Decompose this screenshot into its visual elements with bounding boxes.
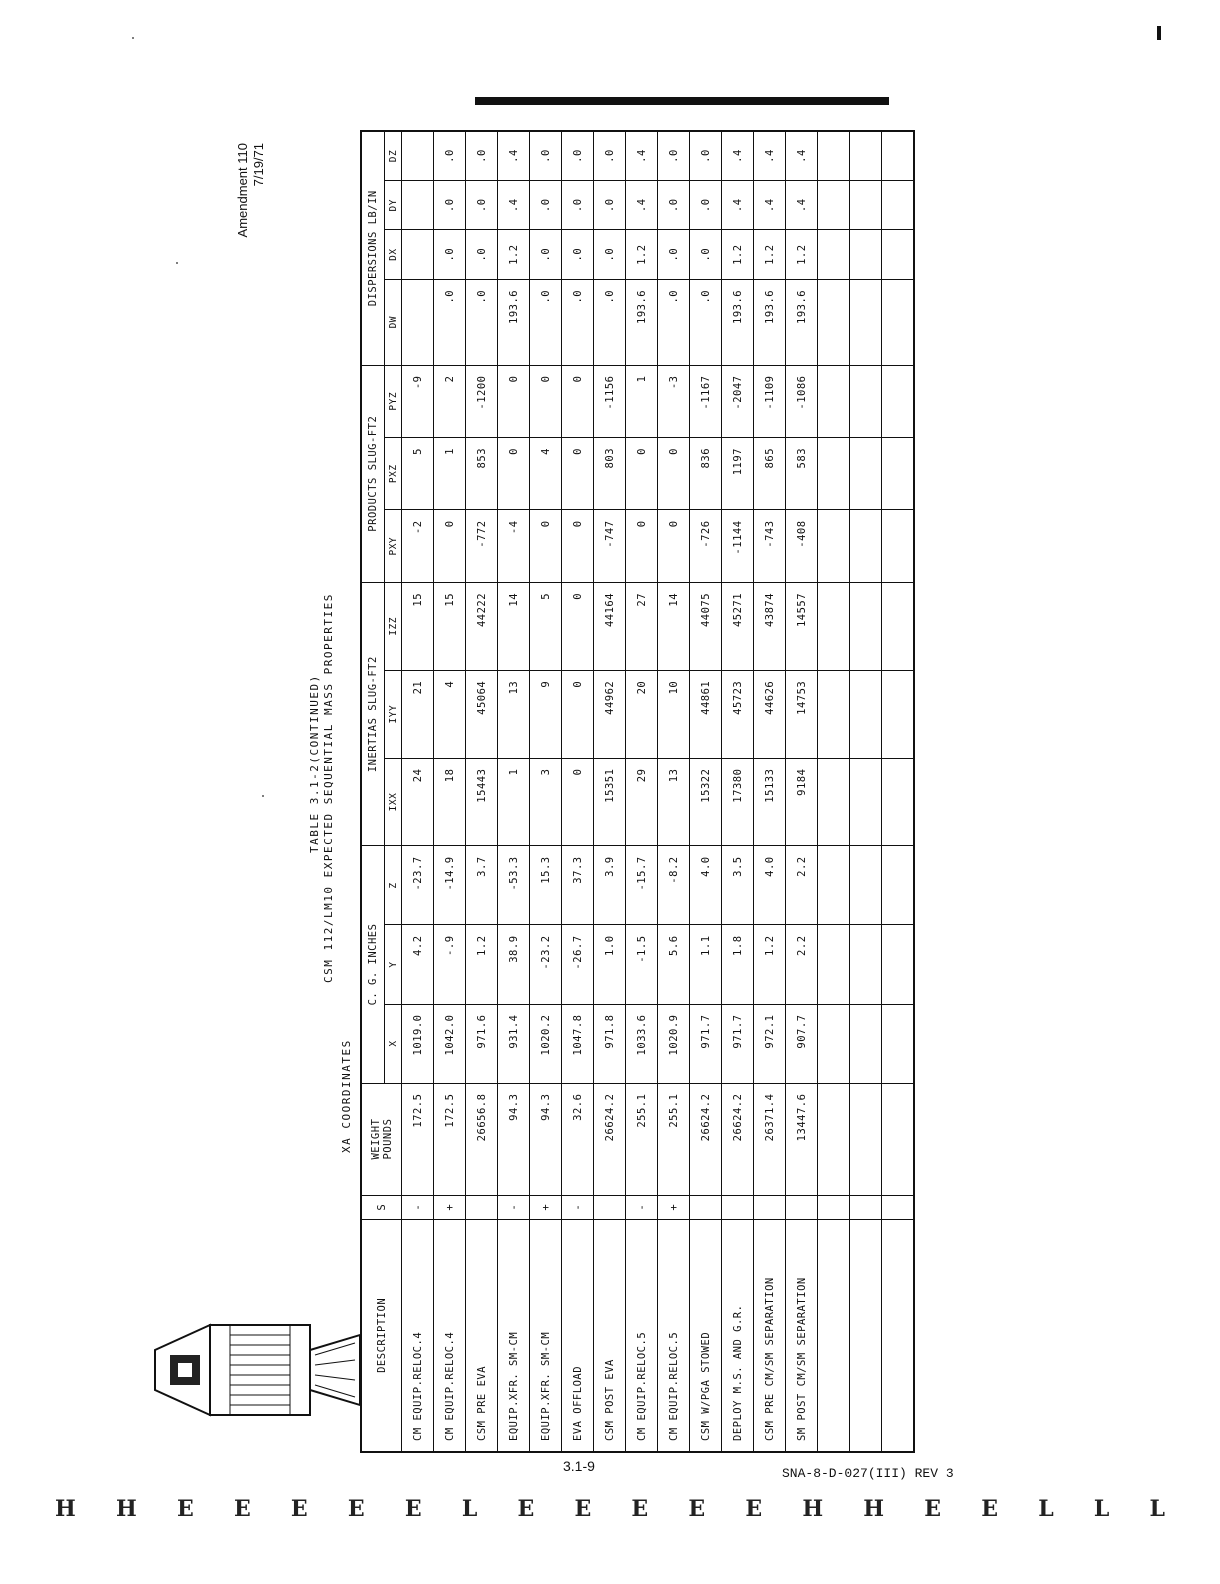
cell-ixx: 18 — [434, 758, 466, 846]
cell-dx: .0 — [434, 230, 466, 279]
cell-pxz: 1 — [434, 437, 466, 509]
cell-dy: .4 — [498, 181, 530, 230]
header-inertias: INERTIAS SLUG-FT2 — [361, 582, 385, 845]
cell-pxy: -1144 — [722, 510, 754, 582]
binder-mark: E — [290, 1496, 308, 1522]
cell-pyz: -1167 — [690, 365, 722, 437]
cell-ixx: 3 — [530, 758, 562, 846]
cell-pxy: -2 — [402, 510, 434, 582]
header-dy: DY — [385, 181, 402, 230]
cell-dz: .4 — [786, 131, 818, 181]
cell-pyz: -3 — [658, 365, 690, 437]
cell-pyz: -1109 — [754, 365, 786, 437]
cell-y: -23.2 — [530, 925, 562, 1004]
table-row — [434, 131, 466, 1452]
cell-x: 1033.6 — [626, 1004, 658, 1083]
cell-dw — [402, 279, 434, 365]
cell-dy: .0 — [434, 181, 466, 230]
binder-mark: E — [233, 1496, 251, 1522]
spacecraft-illustration — [150, 1300, 360, 1440]
rotated-table-block — [235, 130, 972, 1453]
table-row — [690, 131, 722, 1452]
header-pxz: PXZ — [385, 437, 402, 509]
page-corner-mark — [1157, 26, 1161, 40]
cell-izz: 27 — [626, 582, 658, 670]
cell-iyy: 45064 — [466, 670, 498, 758]
cell-dx — [402, 230, 434, 279]
cell-pxy: -743 — [754, 510, 786, 582]
page-speck — [132, 37, 134, 39]
header-cg: C. G. INCHES — [361, 846, 385, 1083]
cell-pxz: 583 — [786, 437, 818, 509]
cell-description: CSM PRE CM/SM SEPARATION — [754, 1219, 786, 1452]
cell-dx: .0 — [466, 230, 498, 279]
cell-dx: .0 — [530, 230, 562, 279]
cell-s: + — [658, 1195, 690, 1219]
cell-pxy: -726 — [690, 510, 722, 582]
cell-description: CM EQUIP.RELOC.4 — [434, 1219, 466, 1452]
table-row — [466, 131, 498, 1452]
cell-dw: .0 — [562, 279, 594, 365]
cell-x: 971.7 — [722, 1004, 754, 1083]
cell-ixx: 24 — [402, 758, 434, 846]
table-row — [562, 131, 594, 1452]
cell-dw: .0 — [466, 279, 498, 365]
cell-dx: .0 — [594, 230, 626, 279]
cell-iyy: 20 — [626, 670, 658, 758]
cell-description: EQUIP.XFR. SM-CM — [530, 1219, 562, 1452]
table-row-empty — [850, 131, 882, 1452]
header-pyz: PYZ — [385, 365, 402, 437]
cell-s — [722, 1195, 754, 1219]
cell-y: -1.5 — [626, 925, 658, 1004]
amendment-date: 7/19/71 — [251, 143, 266, 187]
cell-dz: .0 — [658, 131, 690, 181]
cell-iyy: 13 — [498, 670, 530, 758]
cell-dw: .0 — [594, 279, 626, 365]
cell-ixx: 15133 — [754, 758, 786, 846]
cell-dx: .0 — [562, 230, 594, 279]
cell-z: -15.7 — [626, 846, 658, 925]
header-pxy: PXY — [385, 510, 402, 582]
header-ixx: IXX — [385, 758, 402, 846]
cell-weight: 26624.2 — [690, 1083, 722, 1195]
cell-y: 1.2 — [466, 925, 498, 1004]
cell-weight: 255.1 — [658, 1083, 690, 1195]
cell-izz: 0 — [562, 582, 594, 670]
cell-y: 2.2 — [786, 925, 818, 1004]
header-description: DESCRIPTION — [361, 1219, 402, 1452]
cell-dy: .0 — [594, 181, 626, 230]
cell-dz: .4 — [498, 131, 530, 181]
amendment-note — [235, 143, 267, 313]
cell-dz: .4 — [626, 131, 658, 181]
cell-ixx: 9184 — [786, 758, 818, 846]
binder-mark: L — [461, 1496, 478, 1522]
page-speck — [262, 795, 264, 797]
cell-s — [690, 1195, 722, 1219]
mass-properties-table — [360, 130, 915, 1453]
cell-iyy: 0 — [562, 670, 594, 758]
table-body — [402, 131, 915, 1452]
cell-dw: 193.6 — [754, 279, 786, 365]
cell-description: CM EQUIP.RELOC.5 — [626, 1219, 658, 1452]
cell-x: 971.6 — [466, 1004, 498, 1083]
cell-pxy: 0 — [626, 510, 658, 582]
cell-izz: 14 — [498, 582, 530, 670]
table-row — [722, 131, 754, 1452]
cell-z: 3.7 — [466, 846, 498, 925]
cell-s — [754, 1195, 786, 1219]
cell-dy: .4 — [786, 181, 818, 230]
cell-dx: 1.2 — [754, 230, 786, 279]
page-number: 3.1-9 — [563, 1458, 595, 1474]
binder-mark: E — [924, 1496, 942, 1522]
binder-mark: L — [1093, 1496, 1110, 1522]
cell-x: 1019.0 — [402, 1004, 434, 1083]
cell-ixx: 17380 — [722, 758, 754, 846]
cell-description: EQUIP.XFR. SM-CM — [498, 1219, 530, 1452]
cell-x: 1047.8 — [562, 1004, 594, 1083]
binder-mark: E — [631, 1496, 649, 1522]
cell-pxz: 5 — [402, 437, 434, 509]
cell-y: 38.9 — [498, 925, 530, 1004]
cell-x: 1020.9 — [658, 1004, 690, 1083]
cell-z: 3.5 — [722, 846, 754, 925]
cell-y: 1.8 — [722, 925, 754, 1004]
cell-weight: 26624.2 — [594, 1083, 626, 1195]
cell-pxz: 853 — [466, 437, 498, 509]
cell-pyz: 2 — [434, 365, 466, 437]
table-row — [402, 131, 434, 1452]
cell-ixx: 15443 — [466, 758, 498, 846]
cell-weight: 94.3 — [498, 1083, 530, 1195]
cell-description: SM POST CM/SM SEPARATION — [786, 1219, 818, 1452]
cell-description: CSM POST EVA — [594, 1219, 626, 1452]
cell-x: 907.7 — [786, 1004, 818, 1083]
document-id: SNA-8-D-027(III) REV 3 — [782, 1466, 954, 1481]
cell-izz: 15 — [434, 582, 466, 670]
cell-dw: .0 — [690, 279, 722, 365]
coordinates-label: XA COORDINATES — [340, 1039, 353, 1153]
cell-pxy: 0 — [530, 510, 562, 582]
cell-z: -53.3 — [498, 846, 530, 925]
header-dw: DW — [385, 279, 402, 365]
cell-y: 1.0 — [594, 925, 626, 1004]
header-dz: DZ — [385, 131, 402, 181]
cell-z: -14.9 — [434, 846, 466, 925]
cell-pxz: 0 — [498, 437, 530, 509]
cell-ixx: 29 — [626, 758, 658, 846]
cell-z: 3.9 — [594, 846, 626, 925]
cell-pxy: -772 — [466, 510, 498, 582]
cell-dy: .0 — [466, 181, 498, 230]
cell-dw: .0 — [434, 279, 466, 365]
cell-weight: 32.6 — [562, 1083, 594, 1195]
cell-dx: .0 — [690, 230, 722, 279]
cell-iyy: 44626 — [754, 670, 786, 758]
amendment-number: Amendment 110 — [235, 143, 250, 238]
cell-pyz: 0 — [498, 365, 530, 437]
cell-weight: 172.5 — [434, 1083, 466, 1195]
cell-weight: 26656.8 — [466, 1083, 498, 1195]
table-row-empty — [818, 131, 850, 1452]
cell-dz: .4 — [754, 131, 786, 181]
cell-description: EVA OFFLOAD — [562, 1219, 594, 1452]
cell-izz: 44075 — [690, 582, 722, 670]
header-dx: DX — [385, 230, 402, 279]
cell-dz: .0 — [594, 131, 626, 181]
cell-dz: .0 — [434, 131, 466, 181]
table-id: TABLE 3.1-2(CONTINUED) — [308, 674, 321, 853]
cell-pyz: -1156 — [594, 365, 626, 437]
cell-x: 931.4 — [498, 1004, 530, 1083]
cell-dz: .0 — [530, 131, 562, 181]
binder-mark: L — [1038, 1496, 1054, 1522]
cell-pyz: 0 — [530, 365, 562, 437]
binder-mark: E — [981, 1496, 999, 1522]
cell-s — [594, 1195, 626, 1219]
table-row — [530, 131, 562, 1452]
cell-s: + — [530, 1195, 562, 1219]
cell-dz: .0 — [690, 131, 722, 181]
table-row — [626, 131, 658, 1452]
cell-iyy: 9 — [530, 670, 562, 758]
table-subtitle: CSM 112/LM10 EXPECTED SEQUENTIAL MASS PROPERTIES — [322, 593, 335, 983]
header-iyy: IYY — [385, 670, 402, 758]
cell-s — [786, 1195, 818, 1219]
cell-izz: 43874 — [754, 582, 786, 670]
cell-iyy: 44962 — [594, 670, 626, 758]
binder-mark: E — [347, 1496, 365, 1522]
cell-pxy: 0 — [658, 510, 690, 582]
cell-iyy: 45723 — [722, 670, 754, 758]
cell-dy: .0 — [562, 181, 594, 230]
cell-pxz: 0 — [658, 437, 690, 509]
cell-s — [466, 1195, 498, 1219]
cell-y: 1.2 — [754, 925, 786, 1004]
cell-izz: 45271 — [722, 582, 754, 670]
cell-ixx: 15351 — [594, 758, 626, 846]
cell-z: 15.3 — [530, 846, 562, 925]
cell-iyy: 10 — [658, 670, 690, 758]
cell-ixx: 15322 — [690, 758, 722, 846]
cell-dw: 193.6 — [722, 279, 754, 365]
cell-dx: 1.2 — [786, 230, 818, 279]
binder-mark: E — [404, 1496, 422, 1522]
cell-z: -23.7 — [402, 846, 434, 925]
binder-mark: H — [863, 1496, 885, 1522]
cell-pyz: 1 — [626, 365, 658, 437]
cell-dz: .4 — [722, 131, 754, 181]
cell-pxz: 803 — [594, 437, 626, 509]
table-row — [498, 131, 530, 1452]
cell-dz: .0 — [562, 131, 594, 181]
cell-iyy: 4 — [434, 670, 466, 758]
cell-x: 971.7 — [690, 1004, 722, 1083]
cell-weight: 26371.4 — [754, 1083, 786, 1195]
cell-ixx: 0 — [562, 758, 594, 846]
cell-z: -8.2 — [658, 846, 690, 925]
cell-dw: 193.6 — [626, 279, 658, 365]
header-weight — [361, 1083, 402, 1195]
cell-s: - — [562, 1195, 594, 1219]
cell-iyy: 14753 — [786, 670, 818, 758]
cell-dx: 1.2 — [722, 230, 754, 279]
cell-dw: 193.6 — [498, 279, 530, 365]
cell-dz: .0 — [466, 131, 498, 181]
binder-mark: H — [802, 1496, 824, 1522]
cell-weight: 26624.2 — [722, 1083, 754, 1195]
cell-izz: 44222 — [466, 582, 498, 670]
cell-pxz: 865 — [754, 437, 786, 509]
binder-mark: E — [574, 1496, 592, 1522]
cell-description: CSM W/PGA STOWED — [690, 1219, 722, 1452]
cell-iyy: 21 — [402, 670, 434, 758]
cell-pyz: -9 — [402, 365, 434, 437]
cell-dx: 1.2 — [626, 230, 658, 279]
cell-dw: .0 — [530, 279, 562, 365]
header-s: S — [361, 1195, 402, 1219]
header-izz: IZZ — [385, 582, 402, 670]
cell-x: 971.8 — [594, 1004, 626, 1083]
binder-mark: E — [688, 1496, 706, 1522]
header-weight-line2: POUNDS — [381, 1118, 394, 1160]
cell-ixx: 13 — [658, 758, 690, 846]
cell-description: CSM PRE EVA — [466, 1219, 498, 1452]
cell-pxy: -747 — [594, 510, 626, 582]
table-row-empty — [882, 131, 915, 1452]
cell-dy: .0 — [530, 181, 562, 230]
cell-z: 2.2 — [786, 846, 818, 925]
cell-pxy: 0 — [434, 510, 466, 582]
cell-pxz: 1197 — [722, 437, 754, 509]
header-rule — [475, 97, 889, 105]
cell-s: - — [402, 1195, 434, 1219]
cell-y: -26.7 — [562, 925, 594, 1004]
cell-pyz: -1200 — [466, 365, 498, 437]
binder-mark: L — [1149, 1496, 1165, 1522]
header-z: Z — [385, 846, 402, 925]
cell-weight: 13447.6 — [786, 1083, 818, 1195]
cell-description: CM EQUIP.RELOC.5 — [658, 1219, 690, 1452]
cell-x: 1042.0 — [434, 1004, 466, 1083]
cell-izz: 15 — [402, 582, 434, 670]
cell-pxz: 0 — [626, 437, 658, 509]
cell-pxz: 0 — [562, 437, 594, 509]
cell-description: CM EQUIP.RELOC.4 — [402, 1219, 434, 1452]
cell-izz: 44164 — [594, 582, 626, 670]
cell-dy: .4 — [626, 181, 658, 230]
cell-pxz: 4 — [530, 437, 562, 509]
cell-pyz: -1086 — [786, 365, 818, 437]
cell-pxy: -408 — [786, 510, 818, 582]
header-y: Y — [385, 925, 402, 1004]
cell-s: + — [434, 1195, 466, 1219]
cell-dw: .0 — [658, 279, 690, 365]
table-row — [594, 131, 626, 1452]
header-products: PRODUCTS SLUG-FT2 — [361, 365, 385, 582]
cell-izz: 14 — [658, 582, 690, 670]
cell-izz: 5 — [530, 582, 562, 670]
cell-z: 4.0 — [690, 846, 722, 925]
cell-weight: 172.5 — [402, 1083, 434, 1195]
cell-pxz: 836 — [690, 437, 722, 509]
cell-y: 5.6 — [658, 925, 690, 1004]
cell-ixx: 1 — [498, 758, 530, 846]
cell-description: DEPLOY M.S. AND G.R. — [722, 1219, 754, 1452]
cell-izz: 14557 — [786, 582, 818, 670]
binder-mark: E — [745, 1496, 763, 1522]
cell-dz — [402, 131, 434, 181]
cell-s: - — [498, 1195, 530, 1219]
cell-y: 4.2 — [402, 925, 434, 1004]
cell-z: 4.0 — [754, 846, 786, 925]
cell-dy: .0 — [690, 181, 722, 230]
binder-mark: H — [55, 1496, 76, 1522]
binder-mark: E — [176, 1496, 194, 1522]
cell-dx: 1.2 — [498, 230, 530, 279]
binder-tab-marks — [55, 1496, 1165, 1526]
cell-dy — [402, 181, 434, 230]
cell-weight: 94.3 — [530, 1083, 562, 1195]
binder-mark: H — [115, 1496, 137, 1522]
cell-dx: .0 — [658, 230, 690, 279]
cell-pyz: 0 — [562, 365, 594, 437]
table-row — [658, 131, 690, 1452]
table-row — [786, 131, 818, 1452]
header-dispersions: DISPERSIONS LB/IN — [361, 131, 385, 365]
page-speck — [176, 262, 178, 264]
cell-y: -.9 — [434, 925, 466, 1004]
cell-dw: 193.6 — [786, 279, 818, 365]
cell-dy: .4 — [722, 181, 754, 230]
cell-pyz: -2047 — [722, 365, 754, 437]
cell-pxy: -4 — [498, 510, 530, 582]
cell-weight: 255.1 — [626, 1083, 658, 1195]
header-x: X — [385, 1004, 402, 1083]
cell-s: - — [626, 1195, 658, 1219]
cell-dy: .0 — [658, 181, 690, 230]
cell-pxy: 0 — [562, 510, 594, 582]
cell-y: 1.1 — [690, 925, 722, 1004]
cell-iyy: 44861 — [690, 670, 722, 758]
cell-x: 1020.2 — [530, 1004, 562, 1083]
cell-dy: .4 — [754, 181, 786, 230]
header-weight-line1: WEIGHT — [369, 1118, 382, 1160]
binder-mark: E — [517, 1496, 535, 1522]
cell-x: 972.1 — [754, 1004, 786, 1083]
cell-z: 37.3 — [562, 846, 594, 925]
table-row — [754, 131, 786, 1452]
